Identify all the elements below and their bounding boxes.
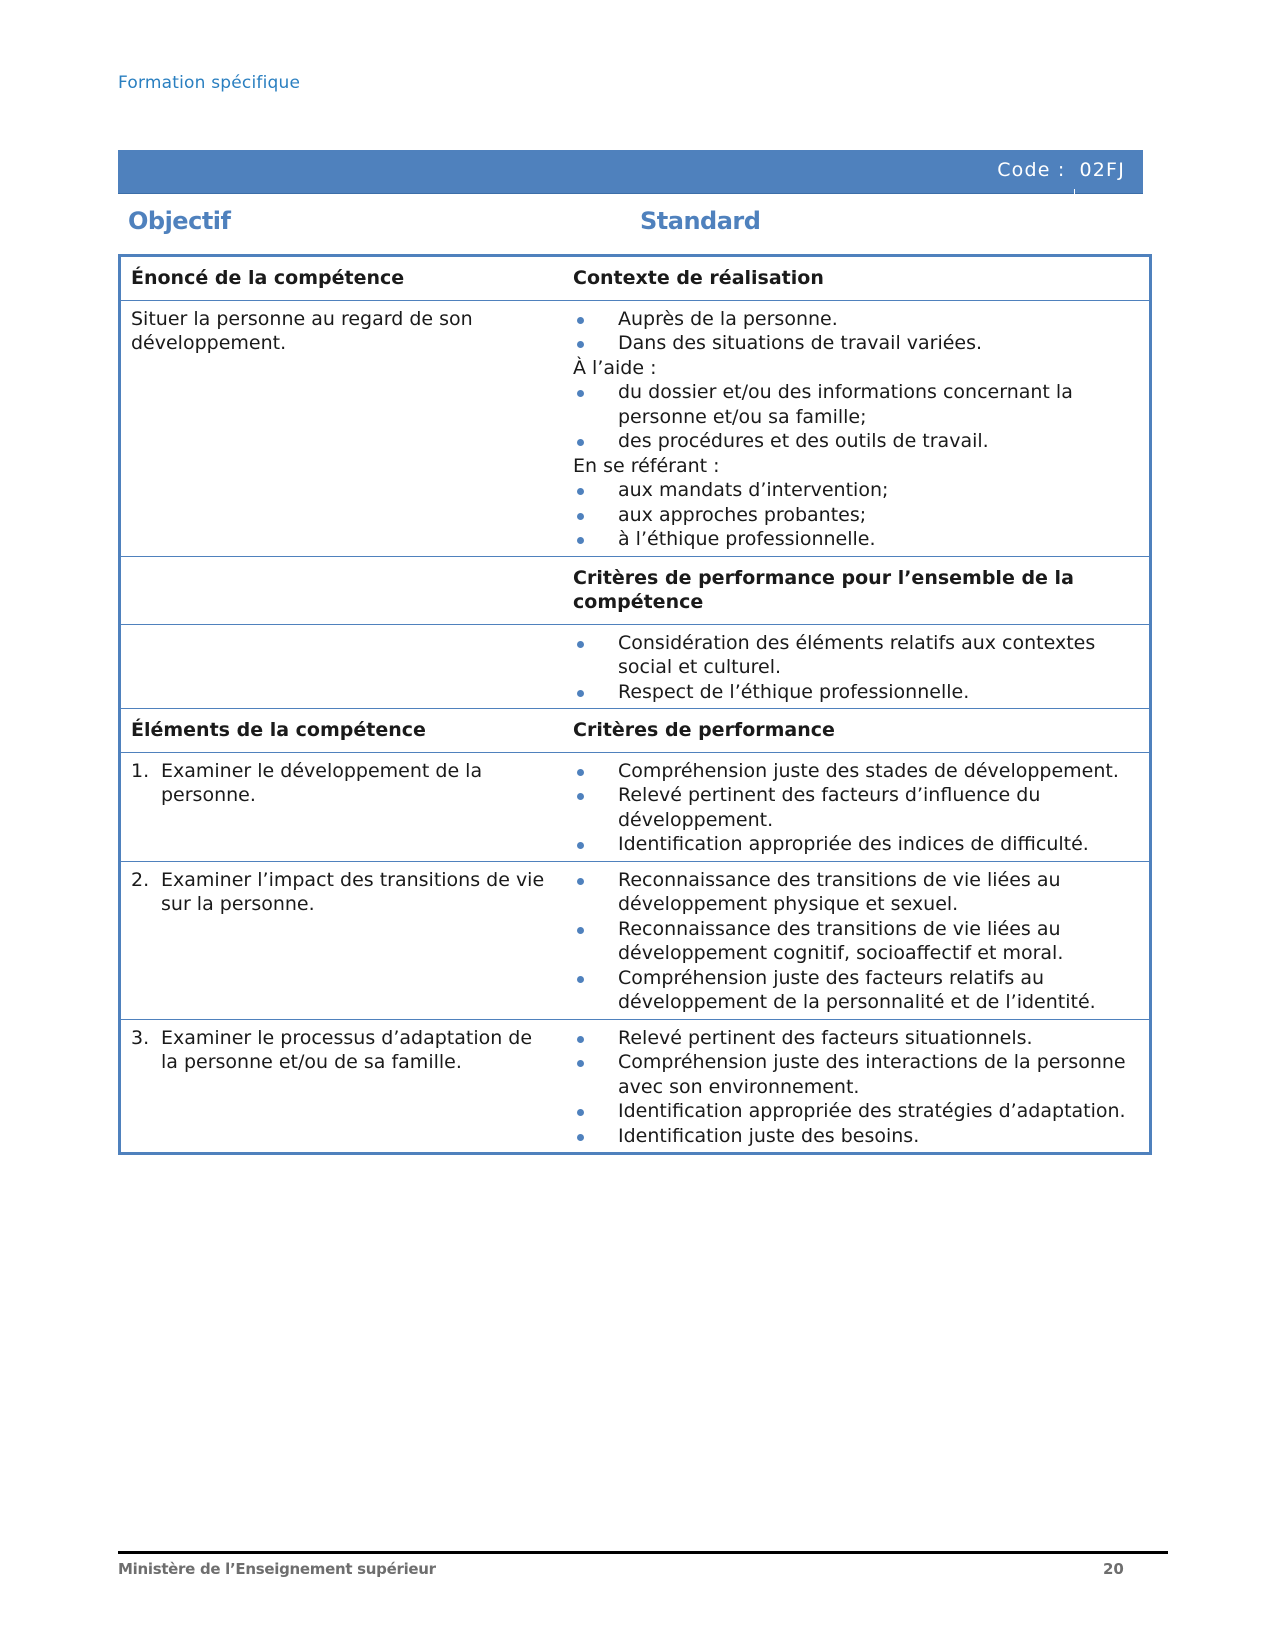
list-item: Compréhension juste des stades de développement. <box>573 759 1139 784</box>
element-criteres-cell <box>561 1019 1151 1154</box>
list-item: Respect de l’éthique professionnelle. <box>573 680 1139 705</box>
table-row-headings-1 <box>120 256 1151 301</box>
table-row-criteres-ensemble-heading <box>120 556 1151 624</box>
list-item: Relevé pertinent des facteurs d’influence du développement. <box>573 783 1139 832</box>
list-item: Identification juste des besoins. <box>573 1124 1139 1149</box>
running-title: Formation spécifique <box>118 73 301 93</box>
element-cell <box>120 1019 562 1154</box>
list-item: aux approches probantes; <box>573 503 1139 528</box>
code-separator <box>1074 189 1075 194</box>
contexte-list-a <box>573 307 1139 356</box>
criteres-ensemble-cell <box>561 624 1151 709</box>
table-row-headings-2 <box>120 709 1151 753</box>
table-row-enonce <box>120 300 1151 556</box>
element-text: Examiner l’impact des transitions de vie sur la personne. <box>161 868 545 915</box>
objectif-title: Objectif <box>128 207 231 235</box>
contexte-cell <box>561 300 1151 556</box>
list-item: Dans des situations de travail variées. <box>573 331 1139 356</box>
list-item: du dossier et/ou des informations concernant la personne et/ou sa famille; <box>573 380 1139 429</box>
list-item: Relevé pertinent des facteurs situationnels. <box>573 1026 1139 1051</box>
element-criteres-list <box>573 1026 1139 1149</box>
element-number: 1. <box>131 759 150 782</box>
list-item: aux mandats d’intervention; <box>573 478 1139 503</box>
table-row-element-2 <box>120 861 1151 1019</box>
list-item: Compréhension juste des interactions de la personne avec son environnement. <box>573 1050 1139 1099</box>
list-item: Identification appropriée des stratégies d’adaptation. <box>573 1099 1139 1124</box>
criteres-heading: Critères de performance <box>561 709 1151 753</box>
code-label: Code : <box>997 159 1066 181</box>
list-item: Considération des éléments relatifs aux contextes social et culturel. <box>573 631 1139 680</box>
list-item: Identification appropriée des indices de difficulté. <box>573 832 1139 857</box>
footer-rule <box>118 1551 1168 1554</box>
element-number: 2. <box>131 868 150 891</box>
list-item: des procédures et des outils de travail. <box>573 429 1139 454</box>
list-item: Reconnaissance des transitions de vie liées au développement cognitif, socioaffectif et moral. <box>573 917 1139 966</box>
element-cell <box>120 752 562 861</box>
footer-ministry: Ministère de l’Enseignement supérieur <box>118 1560 436 1578</box>
empty-cell <box>120 624 562 709</box>
competence-table <box>118 254 1152 1155</box>
enonce-heading: Énoncé de la compétence <box>120 256 562 301</box>
element-criteres-list <box>573 868 1139 1015</box>
criteres-ensemble-heading: Critères de performance pour l’ensemble de la compétence <box>561 556 1151 624</box>
criteres-ensemble-list <box>573 631 1139 705</box>
element-criteres-cell <box>561 861 1151 1019</box>
list-item: Reconnaissance des transitions de vie liées au développement physique et sexuel. <box>573 868 1139 917</box>
element-text: Examiner le processus d’adaptation de la personne et/ou de sa famille. <box>161 1026 533 1073</box>
table-row-criteres-ensemble <box>120 624 1151 709</box>
list-item: Compréhension juste des facteurs relatifs au développement de la personnalité et de l’identité. <box>573 966 1139 1015</box>
element-number: 3. <box>131 1026 150 1049</box>
element-cell <box>120 861 562 1019</box>
aide-label: À l’aide : <box>573 356 657 379</box>
list-item: à l’éthique professionnelle. <box>573 527 1139 552</box>
empty-cell <box>120 556 562 624</box>
code-block <box>997 159 1125 181</box>
element-criteres-cell <box>561 752 1151 861</box>
table-row-element-1 <box>120 752 1151 861</box>
list-item: Auprès de la personne. <box>573 307 1139 332</box>
standard-title: Standard <box>640 207 761 235</box>
enonce-text: Situer la personne au regard de son développement. <box>120 300 562 556</box>
contexte-heading: Contexte de réalisation <box>561 256 1151 301</box>
element-criteres-list <box>573 759 1139 857</box>
element-text: Examiner le développement de la personne. <box>161 759 483 806</box>
table-row-element-3 <box>120 1019 1151 1154</box>
referant-label: En se référant : <box>573 454 720 477</box>
contexte-list-c <box>573 478 1139 552</box>
code-banner <box>118 150 1143 194</box>
page-number: 20 <box>1103 1560 1124 1578</box>
elements-heading: Éléments de la compétence <box>120 709 562 753</box>
code-value: 02FJ <box>1079 159 1125 181</box>
contexte-list-b <box>573 380 1139 454</box>
